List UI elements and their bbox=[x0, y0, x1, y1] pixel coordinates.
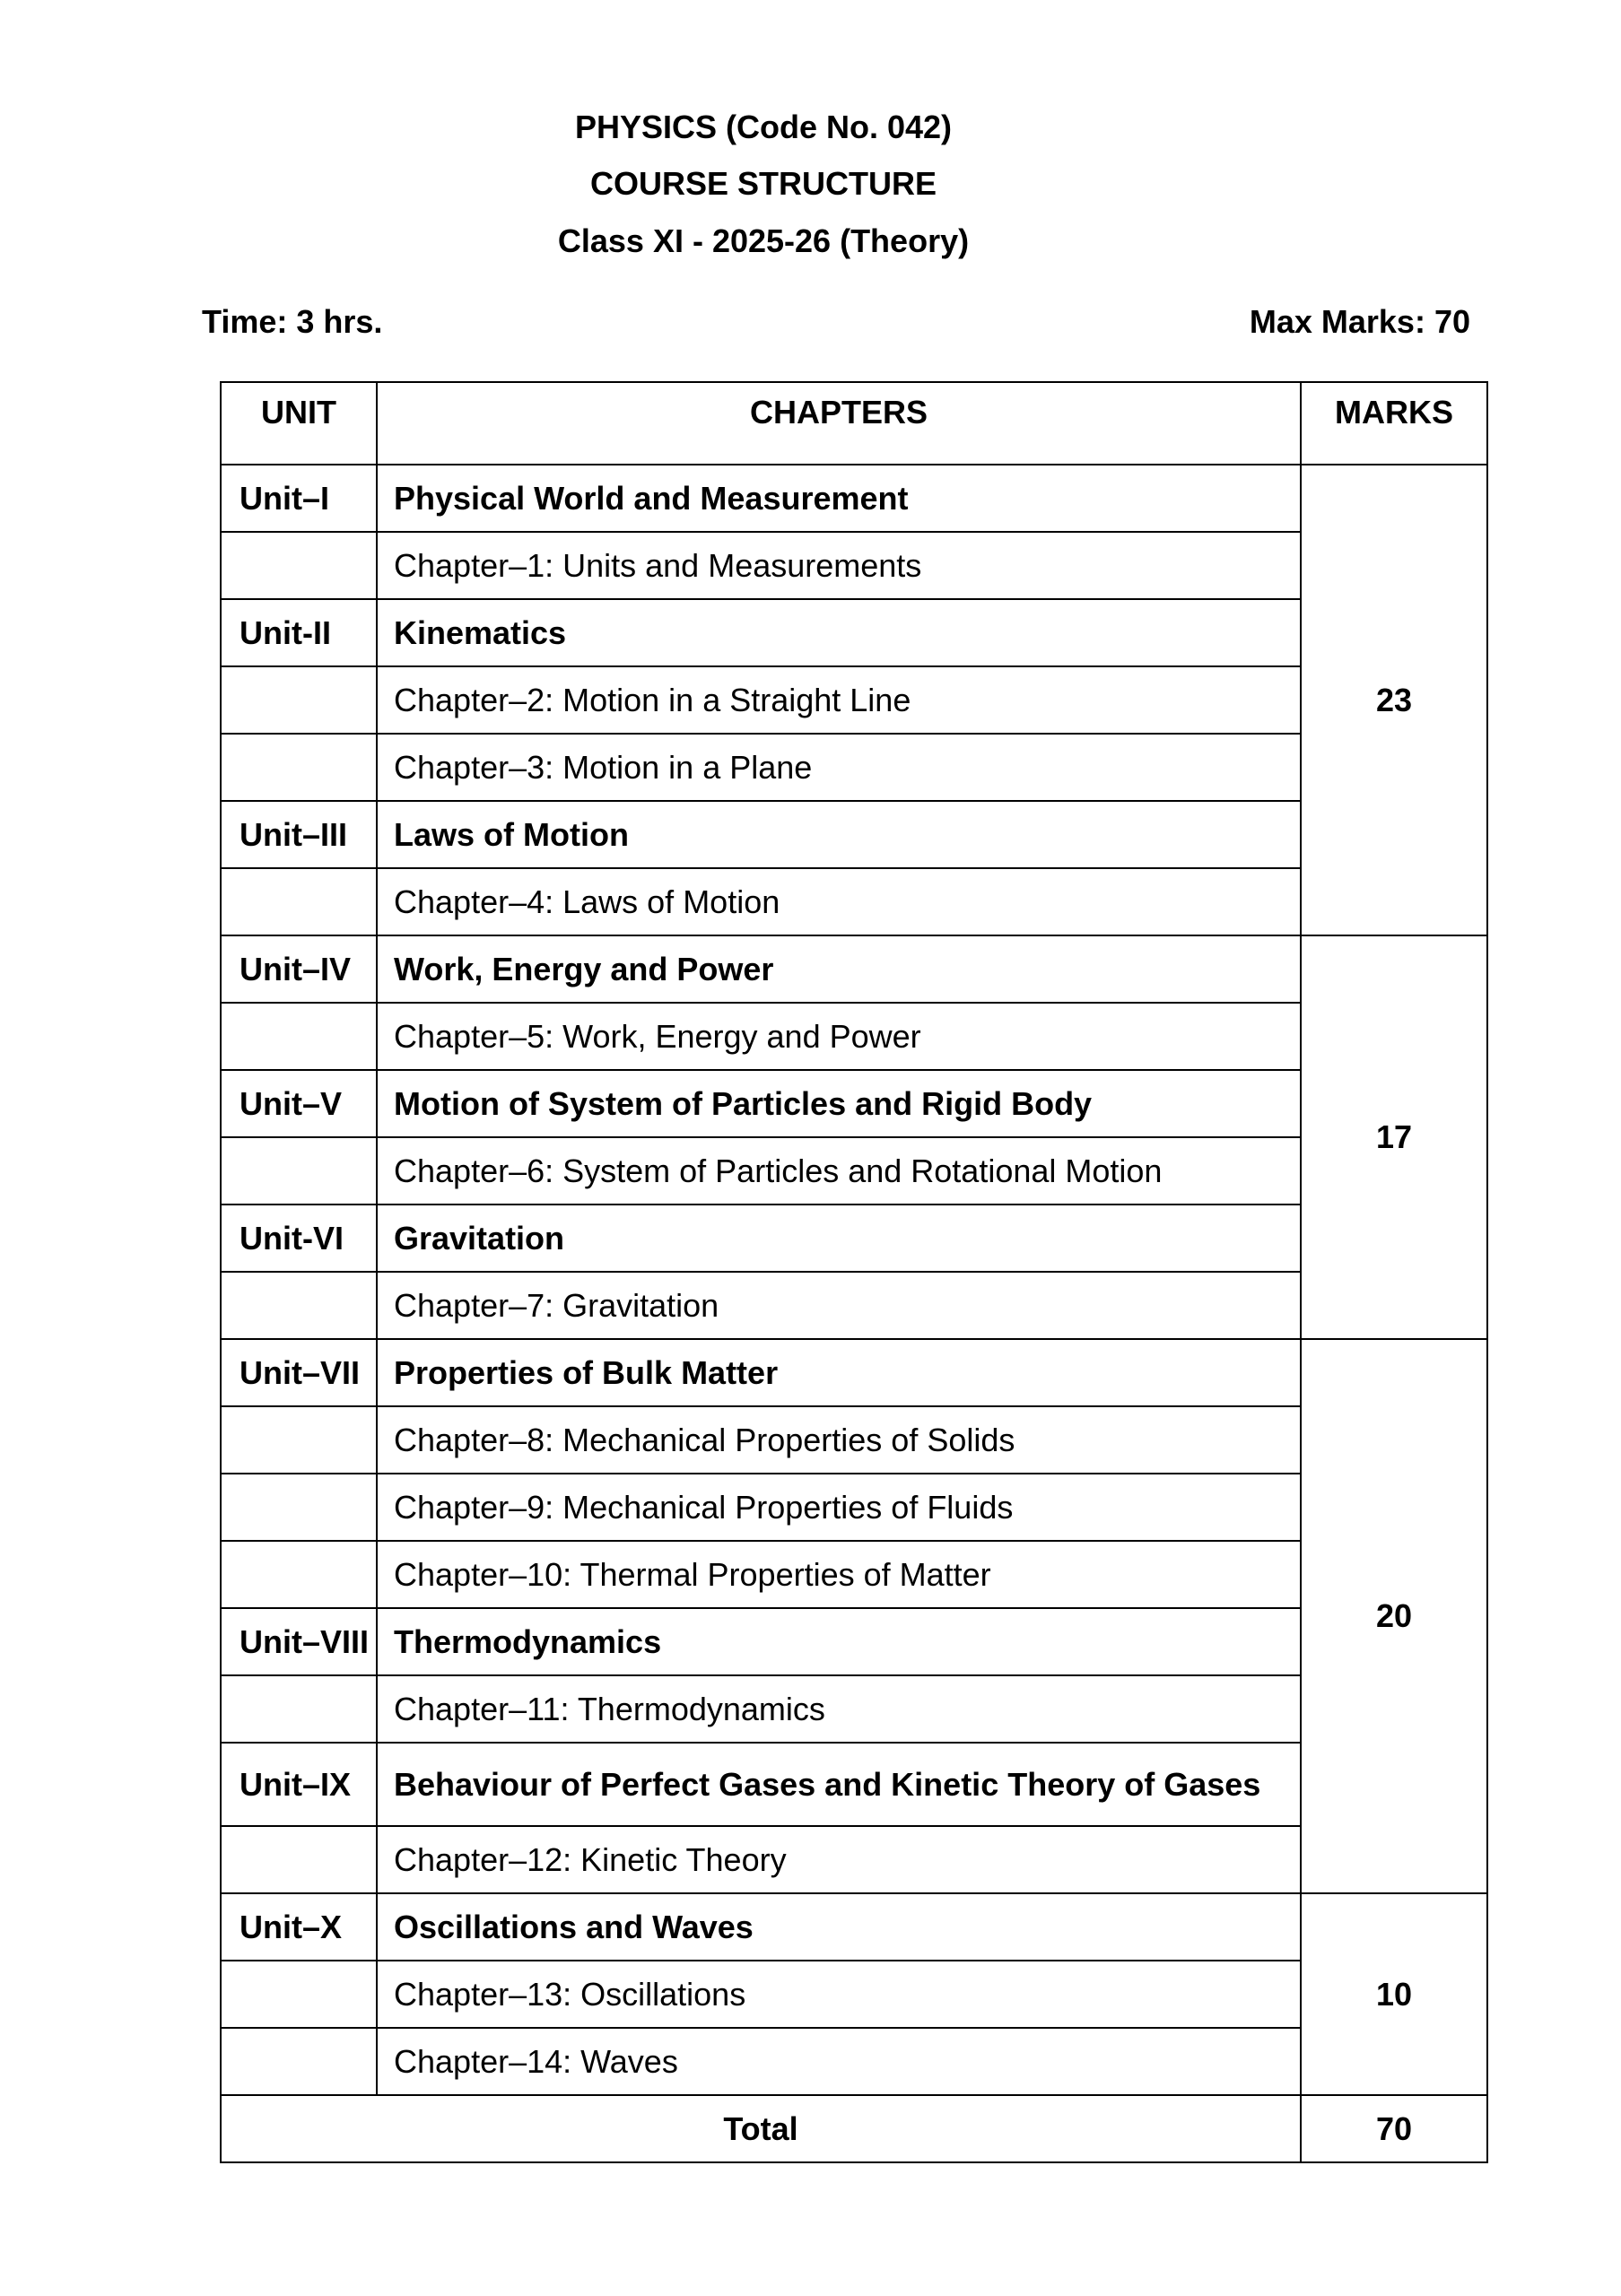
table-row bbox=[221, 1893, 1487, 1961]
table-row bbox=[221, 935, 1487, 1003]
unit-cell: Unit–IX bbox=[221, 1743, 377, 1826]
table-row bbox=[221, 1826, 1487, 1893]
unit-cell: Unit–I bbox=[221, 465, 377, 532]
unit-cell: Unit–X bbox=[221, 1893, 377, 1961]
table-row bbox=[221, 1137, 1487, 1205]
unit-cell: Unit–VII bbox=[221, 1339, 377, 1406]
unit-title-cell: Oscillations and Waves bbox=[377, 1893, 1301, 1961]
table-row bbox=[221, 734, 1487, 801]
unit-cell bbox=[221, 1406, 377, 1474]
unit-cell bbox=[221, 1826, 377, 1893]
chapter-cell: Chapter–10: Thermal Properties of Matter bbox=[377, 1541, 1301, 1608]
table-row bbox=[221, 1961, 1487, 2028]
table-row bbox=[221, 532, 1487, 599]
unit-title-cell: Kinematics bbox=[377, 599, 1301, 666]
chapter-cell: Chapter–12: Kinetic Theory bbox=[377, 1826, 1301, 1893]
unit-cell bbox=[221, 1003, 377, 1070]
unit-cell bbox=[221, 1474, 377, 1541]
course-structure-table bbox=[220, 381, 1488, 2163]
time-label: Time: 3 hrs. bbox=[202, 303, 383, 340]
table-row bbox=[221, 1474, 1487, 1541]
unit-column-header: UNIT bbox=[221, 382, 377, 465]
table-row bbox=[221, 666, 1487, 734]
unit-cell bbox=[221, 1675, 377, 1743]
chapter-cell: Chapter–2: Motion in a Straight Line bbox=[377, 666, 1301, 734]
marks-cell: 17 bbox=[1301, 935, 1487, 1339]
unit-title-cell: Properties of Bulk Matter bbox=[377, 1339, 1301, 1406]
table-row bbox=[221, 465, 1487, 532]
table-row bbox=[221, 1205, 1487, 1272]
table-row bbox=[221, 1541, 1487, 1608]
table-row bbox=[221, 868, 1487, 935]
table-row bbox=[221, 599, 1487, 666]
unit-cell bbox=[221, 868, 377, 935]
table-row bbox=[221, 801, 1487, 868]
chapter-cell: Chapter–14: Waves bbox=[377, 2028, 1301, 2095]
marks-column-header: MARKS bbox=[1301, 382, 1487, 465]
table-row bbox=[221, 1406, 1487, 1474]
document-subtitle: COURSE STRUCTURE bbox=[589, 165, 937, 202]
total-row bbox=[221, 2095, 1487, 2162]
unit-cell: Unit–V bbox=[221, 1070, 377, 1137]
unit-cell: Unit–III bbox=[221, 801, 377, 868]
unit-cell bbox=[221, 666, 377, 734]
unit-cell bbox=[221, 1272, 377, 1339]
table-row bbox=[221, 1272, 1487, 1339]
chapter-cell: Chapter–8: Mechanical Properties of Solids bbox=[377, 1406, 1301, 1474]
marks-cell: 20 bbox=[1301, 1339, 1487, 1893]
chapter-cell: Chapter–7: Gravitation bbox=[377, 1272, 1301, 1339]
unit-title-cell: Laws of Motion bbox=[377, 801, 1301, 868]
table-row bbox=[221, 1743, 1487, 1826]
table-row bbox=[221, 1608, 1487, 1675]
unit-title-cell: Gravitation bbox=[377, 1205, 1301, 1272]
unit-cell: Unit-VI bbox=[221, 1205, 377, 1272]
max-marks-label: Max Marks: 70 bbox=[1249, 303, 1470, 340]
chapter-cell: Chapter–6: System of Particles and Rotational Motion bbox=[377, 1137, 1301, 1205]
unit-cell bbox=[221, 734, 377, 801]
total-marks: 70 bbox=[1301, 2095, 1487, 2162]
table-row bbox=[221, 1070, 1487, 1137]
class-line: Class XI - 2025-26 (Theory) bbox=[557, 222, 970, 259]
total-label: Total bbox=[221, 2095, 1301, 2162]
unit-cell bbox=[221, 2028, 377, 2095]
chapter-cell: Chapter–13: Oscillations bbox=[377, 1961, 1301, 2028]
chapter-cell: Chapter–3: Motion in a Plane bbox=[377, 734, 1301, 801]
table-row bbox=[221, 1675, 1487, 1743]
unit-cell: Unit-II bbox=[221, 599, 377, 666]
unit-title-cell: Work, Energy and Power bbox=[377, 935, 1301, 1003]
unit-title-cell: Behaviour of Perfect Gases and Kinetic Theory of Gases bbox=[377, 1743, 1301, 1826]
chapters-column-header: CHAPTERS bbox=[377, 382, 1301, 465]
marks-cell: 10 bbox=[1301, 1893, 1487, 2095]
document-title: PHYSICS (Code No. 042) bbox=[574, 109, 953, 145]
unit-cell bbox=[221, 1541, 377, 1608]
table-row bbox=[221, 1339, 1487, 1406]
chapter-cell: Chapter–11: Thermodynamics bbox=[377, 1675, 1301, 1743]
chapter-cell: Chapter–1: Units and Measurements bbox=[377, 532, 1301, 599]
chapter-cell: Chapter–9: Mechanical Properties of Fluids bbox=[377, 1474, 1301, 1541]
table-header-row bbox=[221, 382, 1487, 465]
unit-cell: Unit–IV bbox=[221, 935, 377, 1003]
unit-cell bbox=[221, 1961, 377, 2028]
chapter-cell: Chapter–5: Work, Energy and Power bbox=[377, 1003, 1301, 1070]
unit-title-cell: Physical World and Measurement bbox=[377, 465, 1301, 532]
marks-cell: 23 bbox=[1301, 465, 1487, 935]
unit-cell bbox=[221, 532, 377, 599]
unit-cell bbox=[221, 1137, 377, 1205]
unit-title-cell: Motion of System of Particles and Rigid Body bbox=[377, 1070, 1301, 1137]
table-row bbox=[221, 1003, 1487, 1070]
chapter-cell: Chapter–4: Laws of Motion bbox=[377, 868, 1301, 935]
unit-title-cell: Thermodynamics bbox=[377, 1608, 1301, 1675]
table-row bbox=[221, 2028, 1487, 2095]
unit-cell: Unit–VIII bbox=[221, 1608, 377, 1675]
